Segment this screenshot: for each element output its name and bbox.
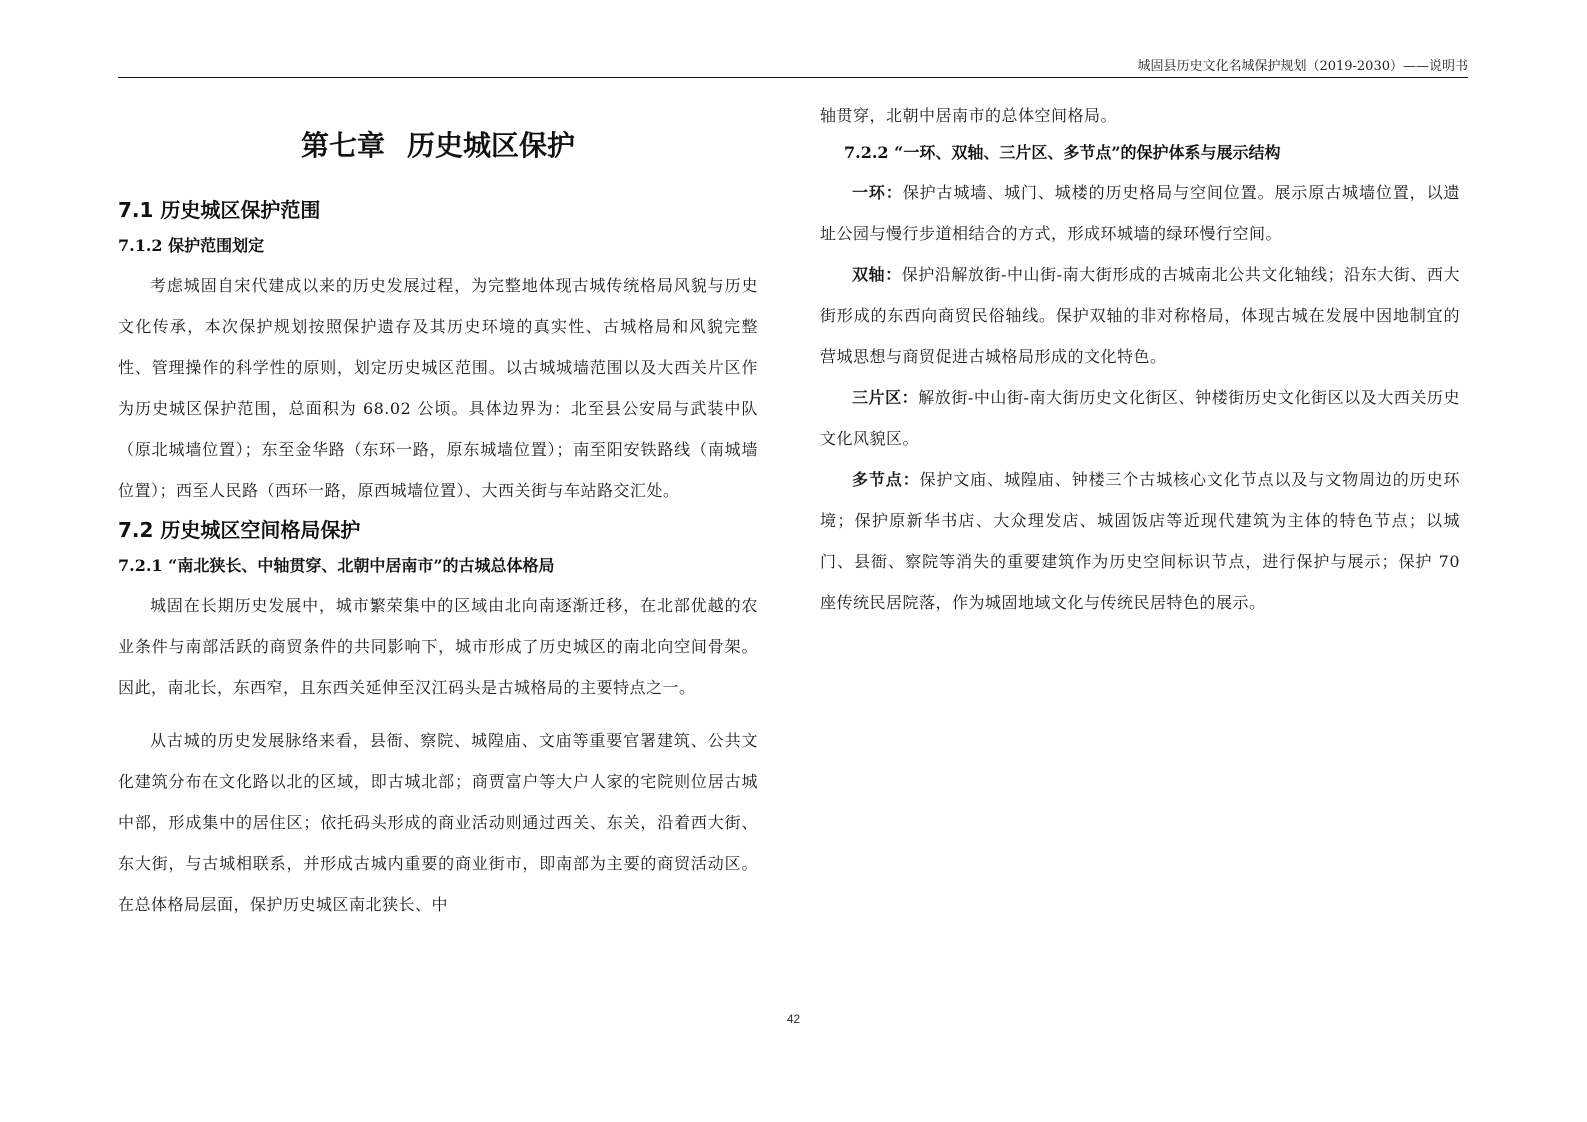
chapter-title	[118, 125, 758, 167]
chapter-number: 第七章	[300, 129, 385, 162]
chapter-name: 历史城区保护	[407, 129, 576, 162]
district-paragraph	[820, 377, 1460, 459]
left-column	[118, 95, 758, 925]
district-term: 三片区：	[852, 388, 919, 407]
continuation-text: 轴贯穿，北朝中居南市的总体空间格局。	[820, 106, 1118, 125]
section-7-2-1-paragraph-2: 从古城的历史发展脉络来看，县衙、察院、城隍庙、文庙等重要官署建筑、公共文化建筑分布在文化路以北的区域，即古城北部；商贾富户等大户人家的宅院则位居古城中部，形成集中的居住区；依托码头形成的商业活动则通过西关、东关，沿着西大街、东大街，与古城相联系，并形成古城内重要的商业街市，即南部为主要的商贸活动区。在总体格局层面，保护历史城区南北狭长、中	[118, 731, 758, 914]
section-7-1-heading: 7.1 历史城区保护范围	[118, 198, 321, 222]
node-term: 多节点：	[852, 470, 920, 489]
section-7-2-heading: 7.2 历史城区空间格局保护	[118, 518, 361, 542]
ring-term: 一环：	[852, 183, 903, 202]
section-7-1-2-paragraph: 考虑城固自宋代建成以来的历史发展过程，为完整地体现古城传统格局风貌与历史文化传承，本次保护规划按照保护遗存及其历史环境的真实性、古城格局和风貌完整性、管理操作的科学性的原则，划定历史城区范围。以古城城墙范围以及大西关片区作为历史城区保护范围，总面积为 68.02 公顷。具体边界为：北至县公安局与武装中队（原北城墙位置）；东至金华路（东环一路，原东城墙位置）；南至阳安铁路线（南城墙位置）；西至人民路（西环一路，原西城墙位置）、大西关街与车站路交汇处。	[118, 276, 758, 500]
section-7-2-2-heading: 7.2.2 “一环、双轴、三片区、多节点”的保护体系与展示结构	[844, 143, 1281, 162]
district-text: 解放街-中山街-南大街历史文化街区、钟楼街历史文化街区以及大西关历史文化风貌区。	[820, 388, 1460, 448]
page-number: 42	[786, 1012, 801, 1026]
section-7-2-1-paragraph-1: 城固在长期历史发展中，城市繁荣集中的区域由北向南逐渐迁移，在北部优越的农业条件与南部活跃的商贸条件的共同影响下，城市形成了历史城区的南北向空间骨架。因此，南北长，东西窄，且东西关延伸至汉江码头是古城格局的主要特点之一。	[118, 596, 758, 697]
right-column	[820, 95, 1460, 623]
section-7-1-2-heading: 7.1.2 保护范围划定	[118, 236, 265, 255]
node-paragraph	[820, 459, 1460, 623]
axis-paragraph	[820, 254, 1460, 377]
ring-paragraph	[820, 172, 1460, 254]
header-rule	[118, 77, 1468, 78]
ring-text: 保护古城墙、城门、城楼的历史格局与空间位置。展示原古城墙位置，以遗址公园与慢行步道相结合的方式，形成环城墙的绿环慢行空间。	[820, 183, 1460, 243]
axis-text: 保护沿解放街-中山街-南大街形成的古城南北公共文化轴线；沿东大街、西大街形成的东西向商贸民俗轴线。保护双轴的非对称格局，体现古城在发展中因地制宜的营城思想与商贸促进古城格局形成的文化特色。	[820, 265, 1460, 366]
node-text: 保护文庙、城隍庙、钟楼三个古城核心文化节点以及与文物周边的历史环境；保护原新华书店、大众理发店、城固饭店等近现代建筑为主体的特色节点；以城门、县衙、察院等消失的重要建筑作为历史空间标识节点，进行保护与展示；保护 70 座传统民居院落，作为城固地域文化与传统民居特色的展示。	[820, 470, 1460, 612]
axis-term: 双轴：	[852, 265, 902, 284]
running-header: 城固县历史文化名城保护规划（2019-2030）——说明书	[1137, 59, 1468, 74]
section-7-2-1-heading: 7.2.1 “南北狭长、中轴贯穿、北朝中居南市”的古城总体格局	[118, 556, 555, 575]
